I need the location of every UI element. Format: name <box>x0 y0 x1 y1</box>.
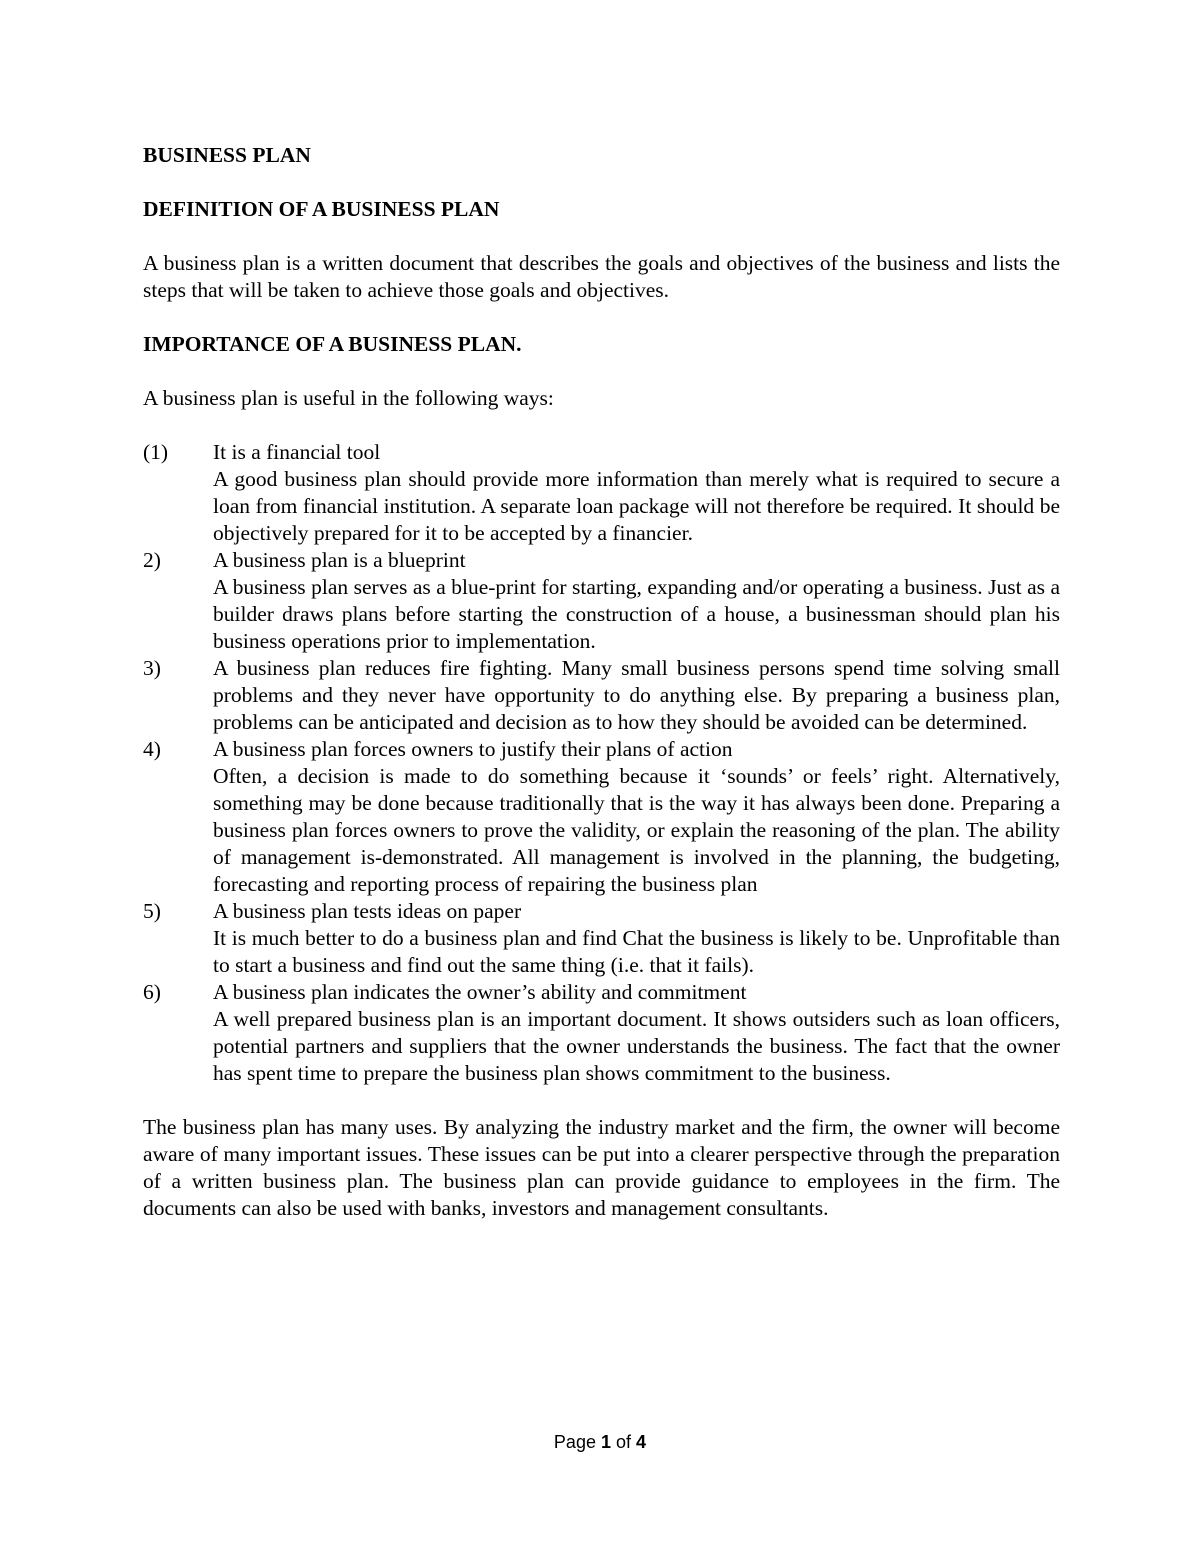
page-label: Page <box>553 1432 596 1452</box>
list-item-title: A business plan forces owners to justify their plans of action <box>213 737 733 761</box>
list-item <box>143 547 1060 655</box>
list-item-number: 3) <box>143 656 161 680</box>
list-item-number: 5) <box>143 899 161 923</box>
document-title: BUSINESS PLAN <box>143 143 311 167</box>
importance-list <box>143 439 1060 1087</box>
importance-heading: IMPORTANCE OF A BUSINESS PLAN. <box>143 332 522 356</box>
list-item-title: A business plan is a blueprint <box>213 548 466 572</box>
current-page-number: 1 <box>600 1432 611 1452</box>
list-item-body: It is much better to do a business plan and find Chat the business is likely to be. Unprofitable than to start a business and find out the same thing (i.e. that it fails). <box>213 926 1060 977</box>
list-item <box>143 979 1060 1087</box>
list-item-body: A well prepared business plan is an important document. It shows outsiders such as loan officers, potential partners and suppliers that the owner understands the business. The fact that the owner has spent time to prepare the business plan shows commitment to the business. <box>213 1007 1060 1085</box>
list-item-body: A business plan serves as a blue-print for starting, expanding and/or operating a business. Just as a builder draws plans before starting the construction of a house, a businessman should plan his business operations prior to implementation. <box>213 575 1060 653</box>
list-item <box>143 655 1060 736</box>
list-item-title: A business plan indicates the owner’s ability and commitment <box>213 980 747 1004</box>
total-pages-number: 4 <box>636 1432 647 1452</box>
list-item-body: A business plan reduces fire fighting. Many small business persons spend time solving small problems and they never have opportunity to do anything else. By preparing a business plan, problems can be anticipated and decision as to how they should be avoided can be determined. <box>213 656 1060 734</box>
definition-paragraph: A business plan is a written document that describes the goals and objectives of the business and lists the steps that will be taken to achieve those goals and objectives. <box>143 251 1060 302</box>
list-item-body: Often, a decision is made to do something because it ‘sounds’ or feels’ right. Alternatively, something may be done because traditionally that is the way it has always been done. Preparing a business plan forces owners to prove the validity, or explain the reasoning of the plan. The ability of management is-demonstrated. All management is involved in the planning, the budgeting, forecasting and reporting process of repairing the business plan <box>213 764 1060 896</box>
list-item-number: 6) <box>143 980 161 1004</box>
list-item-number: 4) <box>143 737 161 761</box>
list-item-body: A good business plan should provide more information than merely what is required to secure a loan from financial institution. A separate loan package will not therefore be required. It should be objectively prepared for it to be accepted by a financier. <box>213 467 1060 545</box>
page-of-label: of <box>616 1432 632 1452</box>
list-item <box>143 439 1060 547</box>
importance-lead-paragraph: A business plan is useful in the following ways: <box>143 386 554 410</box>
list-item-number: (1) <box>143 440 169 464</box>
list-item-title: It is a financial tool <box>213 440 381 464</box>
page-footer <box>0 1432 1200 1453</box>
document-content <box>143 142 1060 1222</box>
list-item <box>143 898 1060 979</box>
list-item <box>143 736 1060 898</box>
definition-heading: DEFINITION OF A BUSINESS PLAN <box>143 197 500 221</box>
closing-paragraph: The business plan has many uses. By analyzing the industry market and the firm, the owner will become aware of many important issues. These issues can be put into a clearer perspective through the preparation of a written business plan. The business plan can provide guidance to employees in the firm. The documents can also be used with banks, investors and management consultants. <box>143 1115 1060 1220</box>
list-item-title: A business plan tests ideas on paper <box>213 899 522 923</box>
list-item-number: 2) <box>143 548 161 572</box>
